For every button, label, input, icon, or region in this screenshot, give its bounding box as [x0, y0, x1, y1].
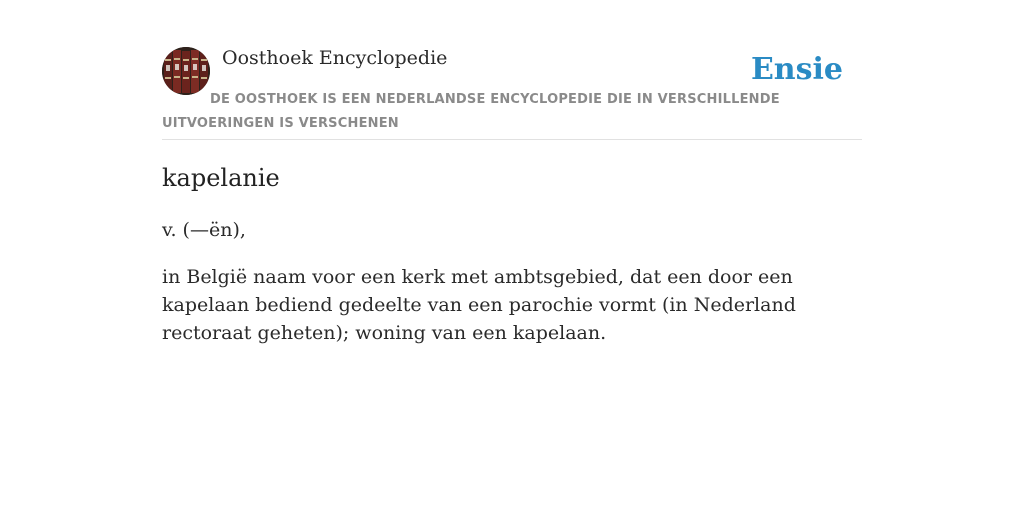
entry-title: kapelanie: [162, 164, 280, 192]
brand-logo[interactable]: Ensie: [750, 52, 843, 87]
header-divider: [162, 139, 862, 140]
site-name[interactable]: Oosthoek Encyclopedie: [222, 47, 448, 69]
entry-definition: in België naam voor een kerk met ambtsgebied, dat een door een kapelaan bediend gedeelte van een parochie vormt (in Nederland rectoraat geheten); woning van een kapelaan.: [162, 266, 796, 344]
page-container: [162, 0, 862, 512]
entry-grammar: v. (—ën),: [162, 219, 246, 241]
source-description: DE OOSTHOEK IS EEN NEDERLANDSE ENCYCLOPEDIE DIE IN VERSCHILLENDE UITVOERINGEN IS VERSCHENEN: [162, 92, 780, 131]
